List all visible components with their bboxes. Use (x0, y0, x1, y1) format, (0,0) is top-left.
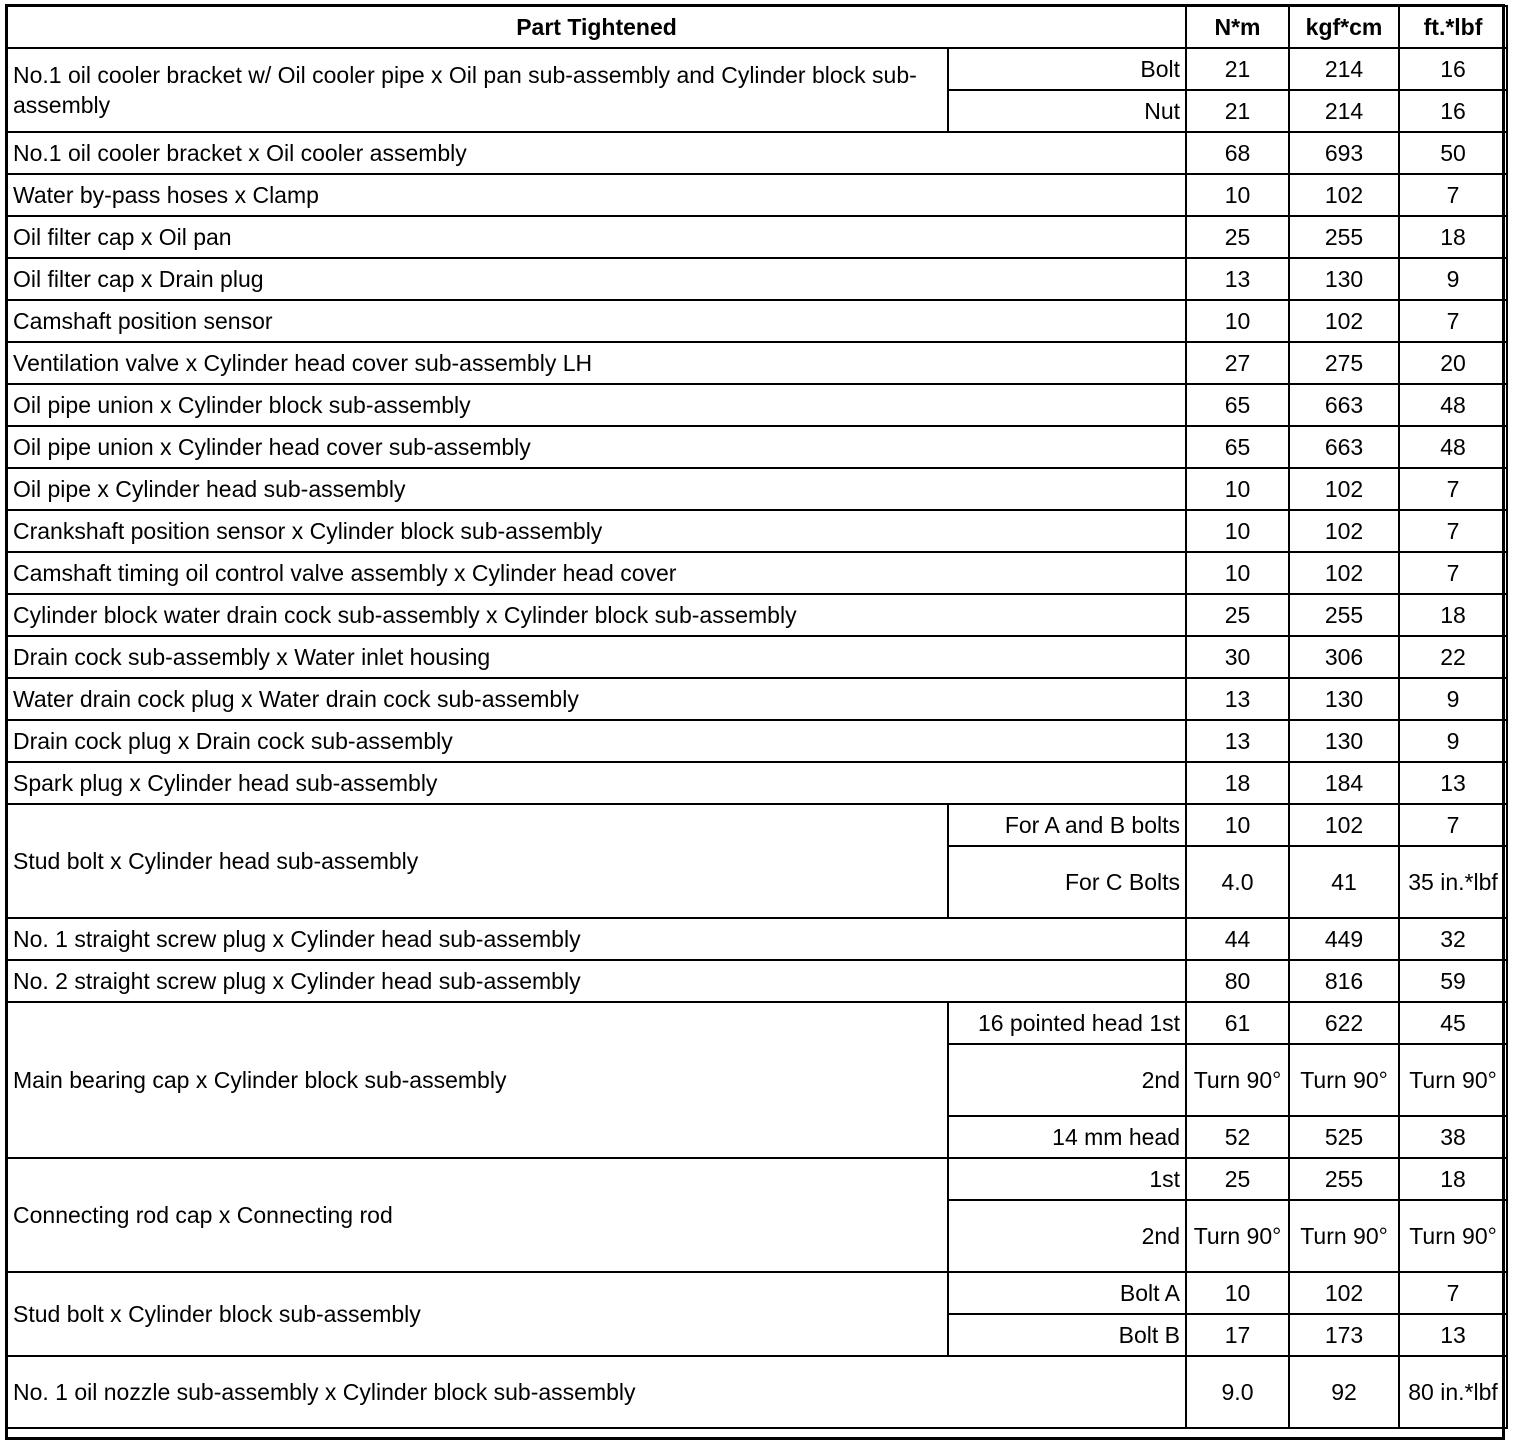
torque-kgf-cell: 275 (1289, 342, 1399, 384)
torque-nm-cell: 17 (1186, 1314, 1289, 1356)
torque-kgf-cell: 525 (1289, 1116, 1399, 1158)
sub-condition-cell: 1st (948, 1158, 1186, 1200)
torque-ft-cell: 18 (1399, 216, 1507, 258)
torque-nm-cell: 21 (1186, 48, 1289, 90)
table-row (7, 132, 1507, 174)
torque-ft-cell: 18 (1399, 1158, 1507, 1200)
torque-nm-cell: 25 (1186, 1158, 1289, 1200)
torque-kgf-cell: 306 (1289, 636, 1399, 678)
table-row (7, 216, 1507, 258)
torque-ft-cell: 7 (1399, 552, 1507, 594)
torque-kgf-cell: 102 (1289, 468, 1399, 510)
torque-ft-cell: 7 (1399, 804, 1507, 846)
torque-ft-cell: 59 (1399, 960, 1507, 1002)
torque-kgf-cell: 255 (1289, 216, 1399, 258)
torque-nm-cell: 10 (1186, 804, 1289, 846)
torque-ft-cell: 18 (1399, 594, 1507, 636)
part-name-cell: Main bearing cap x Cylinder block sub-assembly (7, 1002, 948, 1158)
torque-nm-cell: Turn 90° (1186, 1044, 1289, 1116)
header-nm: N*m (1186, 6, 1289, 48)
part-name-cell: Cylinder block water drain cock sub-assembly x Cylinder block sub-assembly (7, 594, 1186, 636)
torque-kgf-cell: 130 (1289, 678, 1399, 720)
torque-ft-cell: 80 in.*lbf (1399, 1356, 1507, 1428)
torque-ft-cell: 16 (1399, 90, 1507, 132)
part-name-cell: No. 1 oil nozzle sub-assembly x Cylinder block sub-assembly (7, 1356, 1186, 1428)
torque-nm-cell: 13 (1186, 720, 1289, 762)
table-row (7, 510, 1507, 552)
table-row (7, 48, 1507, 90)
torque-ft-cell: 48 (1399, 426, 1507, 468)
torque-nm-cell: 10 (1186, 510, 1289, 552)
torque-ft-cell: Turn 90° (1399, 1200, 1507, 1272)
table-row (7, 1356, 1507, 1428)
torque-ft-cell: 9 (1399, 678, 1507, 720)
part-name-cell: Water drain cock plug x Water drain cock sub-assembly (7, 678, 1186, 720)
torque-kgf-cell: 622 (1289, 1002, 1399, 1044)
torque-kgf-cell: 130 (1289, 720, 1399, 762)
table-row (7, 342, 1507, 384)
torque-ft-cell: 7 (1399, 300, 1507, 342)
sub-condition-cell: 2nd (948, 1044, 1186, 1116)
torque-kgf-cell: 663 (1289, 426, 1399, 468)
table-row (7, 1158, 1507, 1200)
header-row (7, 6, 1507, 48)
torque-kgf-cell: 214 (1289, 48, 1399, 90)
sub-condition-cell: For A and B bolts (948, 804, 1186, 846)
torque-nm-cell: 52 (1186, 1116, 1289, 1158)
torque-ft-cell: 9 (1399, 720, 1507, 762)
torque-ft-cell: Turn 90° (1399, 1044, 1507, 1116)
part-name-cell: Connecting rod cap x Connecting rod (7, 1158, 948, 1272)
torque-ft-cell: 22 (1399, 636, 1507, 678)
torque-ft-cell: 35 in.*lbf (1399, 846, 1507, 918)
torque-kgf-cell: 41 (1289, 846, 1399, 918)
sub-condition-cell: Bolt A (948, 1272, 1186, 1314)
torque-kgf-cell: 102 (1289, 1272, 1399, 1314)
torque-kgf-cell: 102 (1289, 510, 1399, 552)
table-row (7, 426, 1507, 468)
torque-kgf-cell: Turn 90° (1289, 1200, 1399, 1272)
torque-nm-cell: 18 (1186, 762, 1289, 804)
table-row (7, 174, 1507, 216)
part-name-cell: Oil filter cap x Drain plug (7, 258, 1186, 300)
part-name-cell: Drain cock sub-assembly x Water inlet housing (7, 636, 1186, 678)
sub-condition-cell: For C Bolts (948, 846, 1186, 918)
part-name-cell: Water by-pass hoses x Clamp (7, 174, 1186, 216)
torque-nm-cell: 10 (1186, 1272, 1289, 1314)
part-name-cell: Camshaft position sensor (7, 300, 1186, 342)
torque-kgf-cell: 184 (1289, 762, 1399, 804)
torque-ft-cell: 45 (1399, 1002, 1507, 1044)
table-row (7, 960, 1507, 1002)
torque-nm-cell: 68 (1186, 132, 1289, 174)
torque-spec-table (6, 5, 1508, 1429)
torque-kgf-cell: 102 (1289, 552, 1399, 594)
torque-ft-cell: 38 (1399, 1116, 1507, 1158)
part-name-cell: Stud bolt x Cylinder head sub-assembly (7, 804, 948, 918)
part-name-cell: Crankshaft position sensor x Cylinder block sub-assembly (7, 510, 1186, 552)
part-name-cell: Oil pipe union x Cylinder block sub-assembly (7, 384, 1186, 426)
table-row (7, 1002, 1507, 1044)
torque-nm-cell: 13 (1186, 258, 1289, 300)
table-row (7, 720, 1507, 762)
torque-kgf-cell: 449 (1289, 918, 1399, 960)
table-row (7, 678, 1507, 720)
table-row (7, 804, 1507, 846)
torque-nm-cell: 10 (1186, 300, 1289, 342)
table-row (7, 762, 1507, 804)
table-row (7, 258, 1507, 300)
torque-ft-cell: 13 (1399, 762, 1507, 804)
part-name-cell: No.1 oil cooler bracket x Oil cooler assembly (7, 132, 1186, 174)
torque-ft-cell: 7 (1399, 468, 1507, 510)
sub-condition-cell: Bolt (948, 48, 1186, 90)
sub-condition-cell: 16 pointed head 1st (948, 1002, 1186, 1044)
torque-kgf-cell: 102 (1289, 300, 1399, 342)
torque-ft-cell: 7 (1399, 174, 1507, 216)
torque-ft-cell: 7 (1399, 510, 1507, 552)
part-name-cell: Stud bolt x Cylinder block sub-assembly (7, 1272, 948, 1356)
torque-kgf-cell: 663 (1289, 384, 1399, 426)
part-name-cell: Drain cock plug x Drain cock sub-assembly (7, 720, 1186, 762)
part-name-cell: Oil filter cap x Oil pan (7, 216, 1186, 258)
torque-nm-cell: 25 (1186, 594, 1289, 636)
torque-nm-cell: 30 (1186, 636, 1289, 678)
table-row (7, 468, 1507, 510)
part-name-cell: Ventilation valve x Cylinder head cover sub-assembly LH (7, 342, 1186, 384)
table-row (7, 594, 1507, 636)
table-row (7, 1272, 1507, 1314)
torque-nm-cell: 10 (1186, 468, 1289, 510)
torque-nm-cell: 27 (1186, 342, 1289, 384)
torque-ft-cell: 32 (1399, 918, 1507, 960)
torque-nm-cell: 21 (1186, 90, 1289, 132)
torque-kgf-cell: 130 (1289, 258, 1399, 300)
torque-kgf-cell: 92 (1289, 1356, 1399, 1428)
torque-nm-cell: 10 (1186, 552, 1289, 594)
torque-kgf-cell: 173 (1289, 1314, 1399, 1356)
torque-ft-cell: 50 (1399, 132, 1507, 174)
table-row (7, 636, 1507, 678)
header-ft-lbf: ft.*lbf (1399, 6, 1507, 48)
part-name-cell: No.1 oil cooler bracket w/ Oil cooler pipe x Oil pan sub-assembly and Cylinder block sub-assembly (7, 48, 948, 132)
header-part-tightened: Part Tightened (7, 6, 1186, 48)
torque-kgf-cell: 102 (1289, 174, 1399, 216)
torque-nm-cell: 25 (1186, 216, 1289, 258)
part-name-cell: Oil pipe union x Cylinder head cover sub-assembly (7, 426, 1186, 468)
sub-condition-cell: 2nd (948, 1200, 1186, 1272)
torque-nm-cell: 4.0 (1186, 846, 1289, 918)
sub-condition-cell: Bolt B (948, 1314, 1186, 1356)
table-row (7, 552, 1507, 594)
torque-nm-cell: 65 (1186, 384, 1289, 426)
table-row (7, 300, 1507, 342)
torque-ft-cell: 16 (1399, 48, 1507, 90)
torque-ft-cell: 20 (1399, 342, 1507, 384)
torque-kgf-cell: 693 (1289, 132, 1399, 174)
torque-kgf-cell: Turn 90° (1289, 1044, 1399, 1116)
torque-kgf-cell: 255 (1289, 594, 1399, 636)
torque-kgf-cell: 102 (1289, 804, 1399, 846)
torque-nm-cell: 65 (1186, 426, 1289, 468)
table-body (7, 48, 1507, 1428)
torque-kgf-cell: 816 (1289, 960, 1399, 1002)
table-row (7, 918, 1507, 960)
torque-nm-cell: 61 (1186, 1002, 1289, 1044)
torque-nm-cell: 44 (1186, 918, 1289, 960)
torque-nm-cell: 9.0 (1186, 1356, 1289, 1428)
part-name-cell: No. 1 straight screw plug x Cylinder head sub-assembly (7, 918, 1186, 960)
torque-kgf-cell: 214 (1289, 90, 1399, 132)
torque-nm-cell: 10 (1186, 174, 1289, 216)
sub-condition-cell: Nut (948, 90, 1186, 132)
torque-nm-cell: 13 (1186, 678, 1289, 720)
torque-ft-cell: 9 (1399, 258, 1507, 300)
part-name-cell: Spark plug x Cylinder head sub-assembly (7, 762, 1186, 804)
torque-nm-cell: 80 (1186, 960, 1289, 1002)
part-name-cell: Camshaft timing oil control valve assembly x Cylinder head cover (7, 552, 1186, 594)
header-kgf-cm: kgf*cm (1289, 6, 1399, 48)
torque-ft-cell: 7 (1399, 1272, 1507, 1314)
torque-ft-cell: 13 (1399, 1314, 1507, 1356)
torque-nm-cell: Turn 90° (1186, 1200, 1289, 1272)
torque-kgf-cell: 255 (1289, 1158, 1399, 1200)
part-name-cell: No. 2 straight screw plug x Cylinder head sub-assembly (7, 960, 1186, 1002)
torque-ft-cell: 48 (1399, 384, 1507, 426)
table-row (7, 384, 1507, 426)
part-name-cell: Oil pipe x Cylinder head sub-assembly (7, 468, 1186, 510)
sub-condition-cell: 14 mm head (948, 1116, 1186, 1158)
